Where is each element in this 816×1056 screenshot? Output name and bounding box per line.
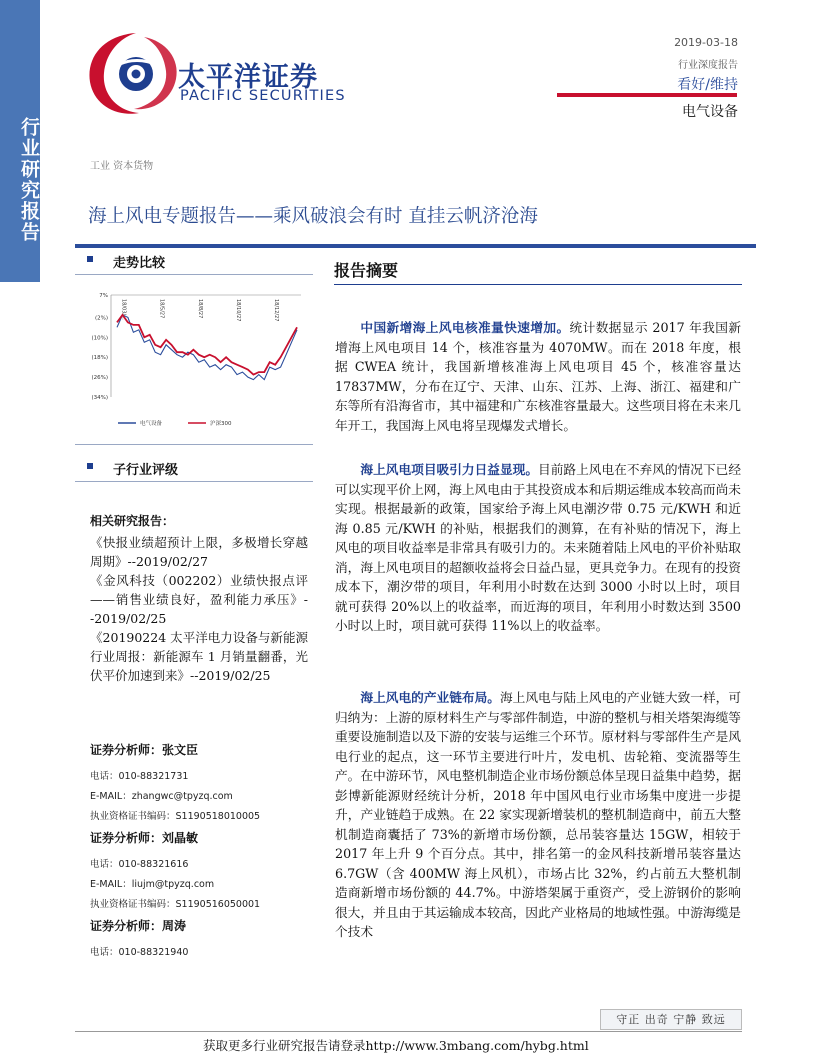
chart-y-tick-label: (34%) [91,395,108,401]
paragraph-text: 目前路上风电在不弃风的情况下已经可以实现平价上网，海上风电由于其投资成本和后期运维成本较高而尚未实现。根据最新的政策，国家给予海上风电潮汐带 0.75 元/KWH 和近海 0.85 元/KWH 的补贴，根据我们的测算，在有补贴的情况下，海上风电的项目收益率是非常具有吸引力的。未来随着陆上风电的平价补贴取消，海上风电项目的超额收益将会日益凸显，更具竞争力。在现有的投资成本下，潮汐带的项目，年利用小时数在达到 3000 小时以上时，项目就可获得 20%以上的收益率，而近海的项目，年利用小时数达到 3500 小时以上时，项目就可获得 11%以上的收益率。 [335,462,742,633]
header-divider [557,93,737,97]
chart-x-tick-label: 18/10/27 [235,299,241,322]
chart-x-tick-label: 18/5/27 [158,299,165,319]
related-report-item[interactable]: 《快报业绩超预计上限，多极增长穿越周期》--2019/02/27 [90,535,308,569]
chart-y-tick-label: 7% [99,293,108,299]
report-type: 行业深度报告 [678,60,738,71]
paragraph-text: 海上风电与陆上风电的产业链大致一样，可归纳为：上游的原材料生产与零部件制造，中游的整机与相关塔架海缆等重要设施制造以及下游的安装与运维三个环节。原材料与零部件生产是风电行业的起点，这一环节主要进行叶片，发电机、齿轮箱、变流器等生产。在中游环节，风电整机制造企业市场份额总体呈现日益集中趋势，据彭博新能源财经统计分析，2018 年中国风电行业市场集中度进一步提升，产业链趋于成熟。在 22 家实现新增装机的整机制造商中，前五大整机制造商囊括了 73%的新增市场份额，总吊装容量达 15GW，相较于 2017 年上升 9 个百分点。其中，排名第一的金风科技新增吊装容量达 6.7GW（含 400MW 海上风机），市场占比 32%，约占前五大整机制造商新增市场份额的 44.7%。中游塔架属于重资产，受上游钢价的影响很大，并且由于其运输成本较高，因此产业格局的地域性强。中游海缆是个技术 [335,690,742,939]
footer-link[interactable]: 获取更多行业研究报告请登录http://www.3mbang.com/hybg.html [203,1038,589,1053]
chart-y-tick-label: (2%) [94,315,108,322]
analyst-list [90,740,315,964]
analyst-name: 证券分析师：刘晶敏 [90,831,199,845]
chart-x-tick-label: 18/03/... [120,299,127,320]
abstract-paragraph [335,688,741,942]
chart-series-line [117,315,297,375]
abstract-head: 报告摘要 [334,261,399,280]
trend-section-head [75,252,313,274]
analyst-cert: 执业资格证书编码：S1190518010005 [90,811,261,822]
chart-x-tick-label: 18/12/27 [273,299,280,322]
paragraph-lead: 海上风电的产业链布局。 [360,690,500,705]
square-bullet-icon [87,256,93,262]
related-reports [90,512,308,685]
abstract-paragraph [335,318,741,435]
title-divider [75,244,756,248]
trend-chart [83,287,305,432]
paragraph-lead: 中国新增海上风电核准量快速增加。 [360,320,570,335]
chart-series-line [117,315,297,380]
logo-text-en: PACIFIC SECURITIES [180,88,346,104]
chart-legend-label: 沪深300 [210,421,232,427]
chart-x-tick-label: 18/8/27 [196,299,203,319]
chart-legend-label: 电气设备 [140,421,163,427]
footer-divider [75,1031,742,1032]
side-tab-label: 行业研究报告 [0,0,40,282]
paragraph-text: 统计数据显示 2017 年我国新增海上风电项目 14 个，核准容量为 4070MW。而在 2018 年度，根据 CWEA 统计，我国新增核准海上风电项目 45 个，核准容量达 17837MW，分布在辽宁、天津、山东、江苏、上海、浙江、福建和广东等所有沿海省市，其中福建和广东核准容量最大。这些项目将在未来几年开工，我国海上风电将呈现爆发式增长。 [335,320,742,433]
analyst-card [90,828,315,916]
sector: 电气设备 [682,104,738,120]
abstract-paragraph [335,460,741,636]
sub-rating-head-label: 子行业评级 [113,463,179,478]
analyst-card [90,916,315,964]
square-bullet-icon [87,463,93,469]
footer-motto: 守正 出奇 宁静 致远 [600,1009,742,1030]
chart-y-tick-label: (10%) [91,335,108,342]
abstract-divider [334,284,742,285]
analyst-name: 证券分析师：周涛 [90,919,187,933]
page-title: 海上风电专题报告——乘风破浪会有时 直挂云帆济沧海 [88,206,538,227]
analyst-phone: 电话：010-88321616 [90,859,189,870]
analyst-card [90,740,315,828]
analyst-phone: 电话：010-88321731 [90,771,189,782]
analyst-phone: 电话：010-88321940 [90,947,189,958]
section-divider [75,481,313,482]
related-report-item[interactable]: 《20190224 太平洋电力设备与新能源行业周报：新能源车 1 月销量翻番，光伏平价加速到来》--2019/02/25 [90,630,308,683]
analyst-cert: 执业资格证书编码：S1190516050001 [90,899,261,910]
chart-y-tick-label: (26%) [91,375,108,382]
report-date: 2019-03-18 [674,36,738,49]
chart-y-tick-label: (18%) [91,355,108,362]
abstract-section [334,258,742,285]
sub-rating-section-head [75,459,313,481]
analyst-name: 证券分析师：张文臣 [90,743,199,757]
related-head: 相关研究报告： [90,514,175,528]
logo-text-cn: 太平洋证券 [178,62,318,93]
breadcrumb: 工业 资本货物 [90,161,154,172]
rating: 看好/维持 [677,77,738,93]
trend-head-label: 走势比较 [113,256,166,271]
analyst-email[interactable]: E-MAIL：liujm@tpyzq.com [90,879,215,890]
analyst-email[interactable]: E-MAIL：zhangwc@tpyzq.com [90,791,233,802]
paragraph-lead: 海上风电项目吸引力日益显现。 [360,462,539,477]
related-report-item[interactable]: 《金风科技（002202）业绩快报点评——销售业绩良好，盈利能力承压》--2019/02/25 [90,573,308,626]
